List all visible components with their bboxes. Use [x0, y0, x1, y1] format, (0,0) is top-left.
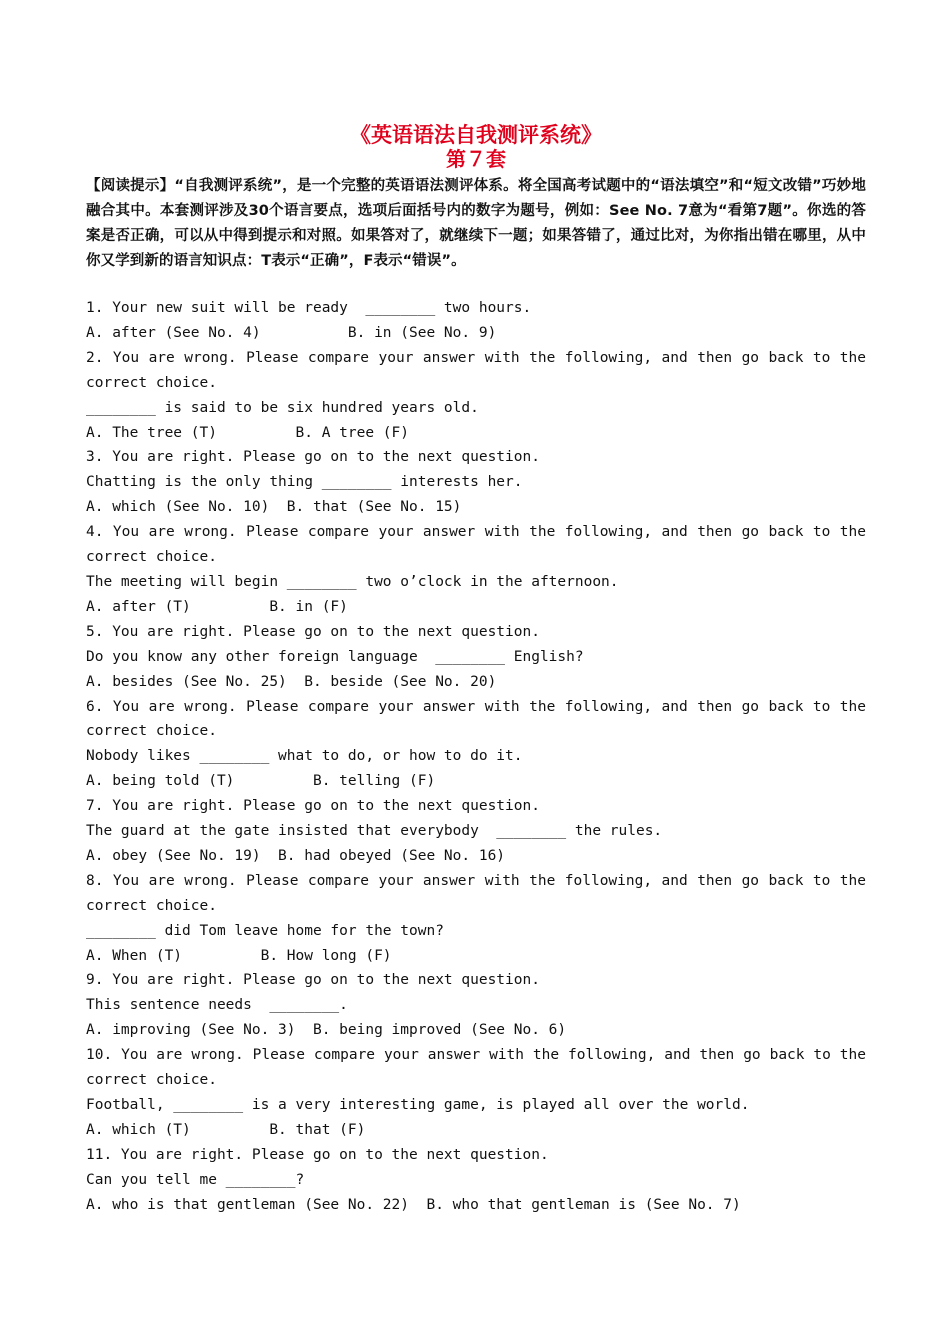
feedback-line: 10. You are wrong. Please compare your answer with the following, and then go back to the correct choice.: [86, 1047, 866, 1089]
feedback-line: 3. You are right. Please go on to the next question.: [86, 449, 540, 466]
question-line: The guard at the gate insisted that everybody ________ the rules.: [86, 823, 663, 840]
option-line: A. after (T) B. in (F): [86, 598, 348, 615]
document-subtitle: 第７套: [446, 147, 506, 171]
feedback-line: 11. You are right. Please go on to the next question.: [86, 1146, 549, 1163]
question-line: The meeting will begin ________ two o’clock in the afternoon.: [86, 573, 619, 590]
option-line: A. which (See No. 10) B. that (See No. 15): [86, 499, 462, 516]
option-line: A. When (T) B. How long (F): [86, 947, 392, 964]
reading-tip-text: “自我测评系统”，是一个完整的英语语法测评体系。将全国高考试题中的“语法填空”和“短文改错”巧妙地融合其中。本套测评涉及30个语言要点，选项后面括号内的数字为题号，例如：See No. 7意为“看第7题”。你选的答案是否正确，可以从中得到提示和对照。如果答对了，就继续下一题；如果答错了，通过比对，为你指出错在哪里，从中你又学到新的语言知识点：T表示“正确”，F表示“错误”。: [86, 178, 866, 269]
question-line: Can you tell me ________?: [86, 1171, 305, 1188]
document-title: 《英语语法自我测评系统》: [350, 122, 602, 147]
question-line: Do you know any other foreign language ________ English?: [86, 648, 584, 665]
feedback-line: 6. You are wrong. Please compare your answer with the following, and then go back to the correct choice.: [86, 698, 866, 740]
feedback-line: 2. You are wrong. Please compare your answer with the following, and then go back to the correct choice.: [86, 349, 866, 391]
question-line: ________ is said to be six hundred years old.: [86, 399, 479, 416]
question-line: Nobody likes ________ what to do, or how to do it.: [86, 748, 523, 765]
question-line: Football, ________ is a very interesting game, is played all over the world.: [86, 1097, 750, 1113]
question-list: [86, 296, 866, 1218]
feedback-line: 8. You are wrong. Please compare your answer with the following, and then go back to the correct choice.: [86, 872, 866, 914]
feedback-line: 7. You are right. Please go on to the next question.: [86, 798, 540, 815]
document-page: [86, 122, 866, 1218]
feedback-line: 4. You are wrong. Please compare your answer with the following, and then go back to the correct choice.: [86, 524, 866, 566]
feedback-line: 5. You are right. Please go on to the next question.: [86, 623, 540, 640]
option-line: A. besides (See No. 25) B. beside (See No. 20): [86, 673, 497, 690]
option-line: A. obey (See No. 19) B. had obeyed (See No. 16): [86, 847, 506, 864]
reading-tip: [86, 174, 866, 274]
question-line: This sentence needs ________.: [86, 997, 348, 1014]
option-line: A. after (See No. 4) B. in (See No. 9): [86, 324, 497, 341]
option-line: A. The tree (T) B. A tree (F): [86, 424, 410, 441]
feedback-line: 9. You are right. Please go on to the next question.: [86, 972, 540, 989]
option-line: A. who is that gentleman (See No. 22) B. who that gentleman is (See No. 7): [86, 1196, 741, 1213]
option-line: A. which (T) B. that (F): [86, 1121, 366, 1138]
reading-tip-label: 【阅读提示】: [86, 178, 175, 194]
question-line: 1. Your new suit will be ready ________ two hours.: [86, 300, 532, 316]
question-line: Chatting is the only thing ________ interests her.: [86, 474, 523, 491]
question-line: ________ did Tom leave home for the town?: [86, 922, 444, 939]
option-line: A. being told (T) B. telling (F): [86, 773, 436, 790]
option-line: A. improving (See No. 3) B. being improved (See No. 6): [86, 1022, 567, 1039]
